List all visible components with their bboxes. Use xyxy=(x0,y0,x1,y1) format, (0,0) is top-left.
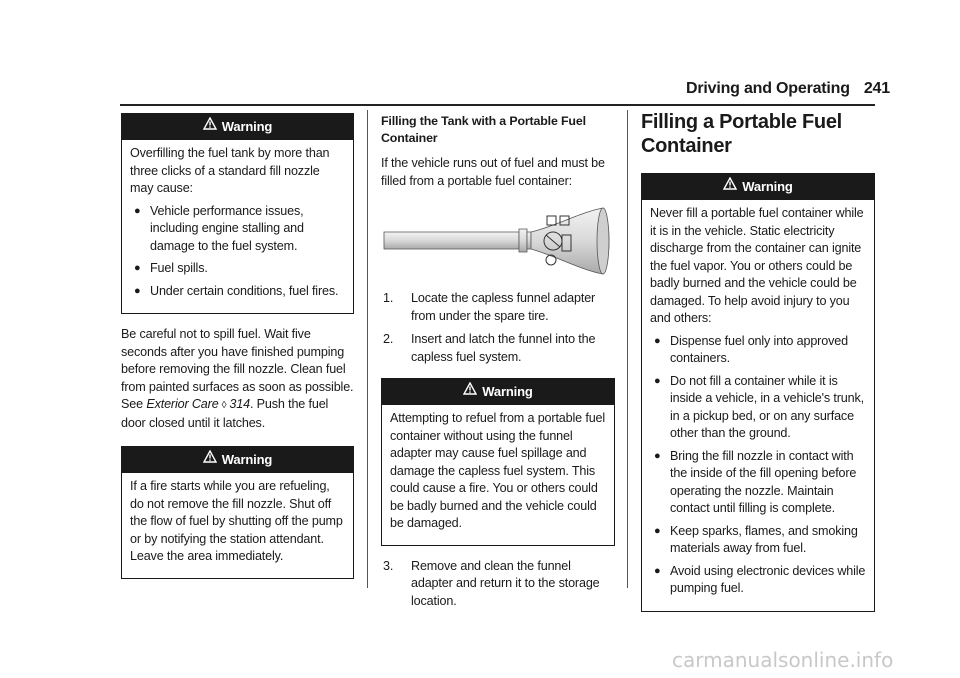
bullet-icon: ● xyxy=(654,449,661,462)
column-divider-right xyxy=(627,110,628,588)
section-heading: Filling a Portable Fuel Container xyxy=(641,111,842,157)
warning-header xyxy=(382,379,614,405)
warning-text: If a fire starts while you are refueling, do not remove the fill nozzle. Shut off the flow of fuel by shutting off the pump or by notifying the station attendant. Leave the area immediately. xyxy=(130,479,343,563)
page-header xyxy=(686,80,890,98)
steps-list xyxy=(381,558,615,611)
list-item: ● Vehicle performance issues, including engine stalling and damage to the fuel system. xyxy=(134,203,304,253)
list-item: ● Avoid using electronic devices while pumping fuel. xyxy=(654,563,866,595)
warning-triangle-icon xyxy=(203,113,217,139)
column-divider-left xyxy=(367,110,368,588)
warning-box-funnel xyxy=(381,378,615,546)
warning-bullet-list xyxy=(130,203,345,301)
warning-title: Warning xyxy=(482,384,533,399)
left-column xyxy=(121,113,354,579)
list-item: ● Under certain conditions, fuel fires. xyxy=(130,283,345,301)
list-item: 3. Remove and clean the funnel adapter and return it to the storage location. xyxy=(383,558,600,608)
warning-header xyxy=(122,447,353,473)
warning-title: Warning xyxy=(221,452,273,467)
warning-box-fire xyxy=(121,446,354,579)
list-item: ● Do not fill a container while it is inside a vehicle, in a vehicle's trunk, in a pickup bed, or on any surface other than the ground. xyxy=(654,373,864,440)
warning-header xyxy=(122,114,353,140)
warning-body xyxy=(642,200,874,611)
bullet-icon: ● xyxy=(654,524,661,537)
bullet-icon: ● xyxy=(134,262,141,274)
funnel-adapter-illustration xyxy=(381,204,615,276)
list-item: ● Keep sparks, flames, and smoking materials away from fuel. xyxy=(654,523,858,555)
cross-reference-link[interactable]: Exterior Care xyxy=(146,397,219,411)
section-title: Driving and Operating xyxy=(686,80,850,97)
page-number: 241 xyxy=(863,80,890,97)
intro-paragraph: If the vehicle runs out of fuel and must be filled from a portable fuel container: xyxy=(381,156,605,188)
warning-bullet-list xyxy=(650,333,866,598)
warning-intro: Never fill a portable fuel container while it is in the vehicle. Static electricity discharge from the container can ignite the fuel vapor. You or others could be badly burned and the vehicle could be damaged. To help avoid injury to you and others: xyxy=(650,206,864,325)
list-item: ● Bring the fill nozzle in contact with the inside of the fill opening before operating the nozzle. Maintain contact until filling is complete. xyxy=(654,448,857,515)
reference-arrow-icon: ◊ xyxy=(221,400,227,411)
list-item: 2. Insert and latch the funnel into the capless fuel system. xyxy=(383,332,596,364)
watermark-text: carmanualsonline.info xyxy=(672,648,894,672)
bullet-icon: ● xyxy=(654,374,661,387)
warning-box-overfill xyxy=(121,113,354,314)
warning-triangle-icon xyxy=(463,378,477,404)
warning-body xyxy=(122,473,353,578)
subheading: Filling the Tank with a Portable Fuel Container xyxy=(381,114,586,145)
bullet-icon: ● xyxy=(654,334,661,347)
list-item: ● Fuel spills. xyxy=(130,260,345,278)
warning-header xyxy=(642,174,874,200)
warning-title: Warning xyxy=(221,119,273,134)
warning-triangle-icon xyxy=(723,173,737,199)
bullet-icon: ● xyxy=(654,564,661,577)
warning-body xyxy=(382,405,614,545)
steps-list xyxy=(381,290,615,366)
right-column xyxy=(641,110,875,612)
warning-intro: Overfilling the fuel tank by more than three clicks of a standard fill nozzle may cause: xyxy=(130,146,330,195)
bullet-icon: ● xyxy=(134,204,141,217)
middle-column xyxy=(381,113,615,616)
list-item: 1. Locate the capless funnel adapter from under the spare tire. xyxy=(383,291,596,323)
warning-body xyxy=(122,140,353,313)
bullet-icon: ● xyxy=(134,284,141,297)
warning-box-portable-container xyxy=(641,173,875,612)
body-paragraph: Be careful not to spill fuel. Wait five seconds after you have finished pumping before removing the fill nozzle. Clean fuel from painted surfaces as soon as possible. See Exterior Care ◊ 314. Push the fuel door closed until it latches. xyxy=(121,327,354,430)
header-rule xyxy=(120,104,875,106)
warning-triangle-icon xyxy=(203,446,217,472)
warning-text: Attempting to refuel from a portable fuel container without using the funnel adapter may cause fuel spillage and damage the capless fuel system. This could cause a fire. You or others could be badly burned and the vehicle could be damaged. xyxy=(390,411,606,530)
cross-reference-page[interactable]: 314 xyxy=(229,397,250,411)
list-item: ● Dispense fuel only into approved containers. xyxy=(654,333,848,365)
warning-title: Warning xyxy=(742,179,793,194)
